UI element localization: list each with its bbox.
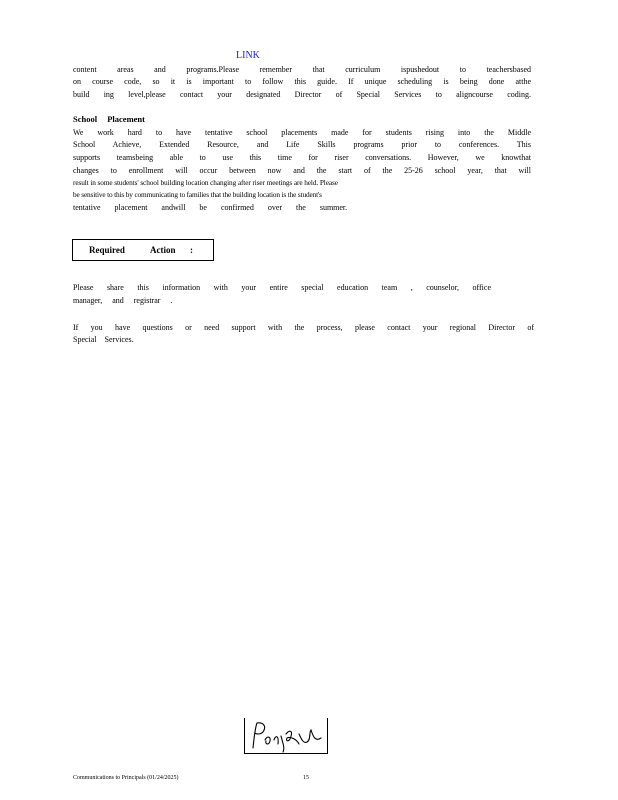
footer-text: Communications to Principals (01/24/2025): [73, 775, 179, 781]
document-link[interactable]: LINK: [236, 50, 260, 61]
required-action-label: Action: [150, 245, 176, 255]
intro-line: content areas and programs.Please remember that curriculum ispushedout to teachersbased: [73, 65, 531, 74]
signature-scribble: [245, 718, 329, 754]
required-action-box: [72, 239, 214, 261]
page-number: 15: [303, 775, 309, 781]
placement-line: be sensitive to this by communicating to families that the building location is the student's: [73, 190, 322, 199]
placement-line: tentative placement andwill be confirmed over the summer.: [73, 203, 348, 212]
share-line: Please share this information with your entire special education team , counselor, office: [73, 283, 491, 292]
placement-line: We work hard to have tentative school placements made for students rising into the Middle: [73, 128, 531, 137]
required-action-label: Required: [89, 245, 125, 255]
placement-line: changes to enrollment will occur between now and the start of the 25-26 school year, that will: [73, 166, 531, 175]
signature-image: [244, 718, 328, 754]
placement-line: School Achieve, Extended Resource, and Life Skills programs prior to conferences. This: [73, 140, 531, 149]
placement-line: result in some students' school building location changing after riser meetings are held. Please: [73, 178, 338, 187]
questions-line: Special Services.: [73, 335, 134, 344]
share-line: manager, and registrar .: [73, 296, 173, 305]
placement-line: supports teamsbeing able to use this time for riser conversations. However, we knowthat: [73, 153, 531, 162]
questions-line: If you have questions or need support with the process, please contact your regional Director of: [73, 323, 534, 332]
section-heading-school-placement: School Placement: [73, 114, 145, 124]
intro-line: build ing level,please contact your designated Director of Special Services to aligncourse coding.: [73, 90, 531, 99]
intro-line: on course code, so it is important to follow this guide. If unique scheduling is being done atthe: [73, 77, 531, 86]
required-action-colon: :: [190, 245, 193, 255]
